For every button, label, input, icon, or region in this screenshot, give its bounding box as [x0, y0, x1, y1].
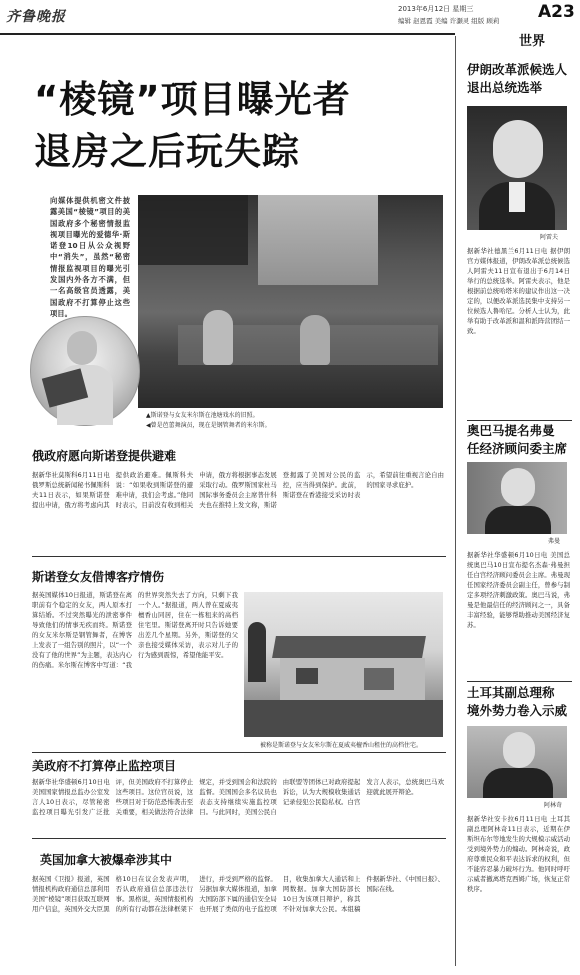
section-heading-uk-canada: 英国加拿大被爆牵涉其中 — [40, 853, 173, 867]
headline-line-1: “棱镜”项目曝光者 — [34, 78, 351, 121]
couple-photo — [138, 195, 443, 408]
section-heading-girlfriend: 斯诺登女友借博客疗情伤 — [32, 570, 165, 584]
furman-caption: 弗曼 — [548, 538, 561, 545]
girlfriend-photo — [30, 316, 140, 426]
section-text-monitoring: 据新华社华盛顿6月10日电 美国国家情报总监办公室发言人10日表示，尽管秘密监控项目曝光引发广泛批评，但美国政府不打算停止这些项目。这位官员说，这些项目对于防范恐怖袭击至关重要，相关做法符合法律规定，并受到国会和法院的监督。美国国会多名议员也表态支持继续实施监控项目。与此同时，美国公民自由联盟等团体已对政府提起诉讼，认为大规模收集通话记录侵犯公民隐私权。白宫发言人表示，总统奥巴马欢迎就此展开辩论。 — [32, 778, 444, 816]
photo-caption-2: ◀曾是芭蕾舞演员，现在是钢管舞者的米尔斯。 — [146, 422, 271, 429]
house-photo — [244, 592, 443, 737]
lead-paragraph: 向媒体提供机密文件披露美国“棱镜”项目的美国政府多个秘密情报监视项目曝光的爱德华·斯诺登10日从公众视野中“消失”，虽然“秘密情报监视项目的曝光引发国内外各方不满，但一名高级官员透露，美国政府不打算停止这些项目。 — [50, 196, 130, 318]
lead-box — [50, 195, 130, 318]
aref-caption: 阿雷夫 — [540, 234, 559, 241]
sidebar-text-iran: 据新华社德黑兰6月11日电 据伊朗官方媒体报道，伊朗改革派总统候选人阿雷夫11日宣布退出于6月14日举行的总统选举。阿雷夫表示，他是根据前总统哈塔米的建议作出这一决定的，以便改革派选民集中支持另一位候选人鲁哈尼。分析人士认为，此举有助于改革派和温和派阵营团结一致。 — [467, 247, 570, 335]
section-label: 世界 — [519, 34, 546, 49]
aref-photo — [467, 106, 567, 230]
section-text-uk-canada: 据英国《卫报》报道，英国情报机构政府通信总部利用美国“棱镜”项目获取互联网用户信息，英国外交大臣黑格10日在议会发表声明，否认政府通信总部违法行事。黑格说，英国情报机构的所有行动都在法律框架下进行，并受到严格的监督。另据加拿大媒体报道，加拿大国防部下属的通信安全局也开展了类似的电子监控项目，收集加拿大人通话和上网数据。加拿大国防部长10日为该项目辩护，称其不针对加拿大公民。本组稿件据新华社、《中国日报》、国际在线。 — [32, 875, 444, 913]
sidebar-heading-turkey: 土耳其副总理称 境外势力卷入示威 — [467, 685, 568, 718]
sidebar-divider — [455, 36, 456, 966]
photo-caption-1: ▲斯诺登与女友米尔斯在池塘戏水的旧照。 — [146, 412, 259, 419]
headline — [34, 74, 351, 178]
page-number: A23 — [538, 2, 575, 22]
masthead — [0, 0, 580, 49]
arinc-caption: 阿林奇 — [544, 802, 563, 809]
section-text-girlfriend: 据英国媒体10日报道，斯诺登在离职前有个稳定的女友，两人原本打算结婚。不过突然曝光的泄密事件导致他们的情事无疾而终。斯诺登的女友米尔斯是钢管舞者，在博客上发表了一组告别的照片，以“一个没有了他的世界”为主题，表达内心的伤痛。米尔斯在博客中写道：“我的世界突然失去了方向，只剩下我一个人。”据报道，两人曾在夏威夷檀香山同居，住在一栋租来的高档住宅里。斯诺登离开时只告诉她要出差几个星期。另外，斯诺登的父亲也接受媒体采访，表示对儿子的行为感到震惊，希望他能平安。 — [32, 591, 238, 669]
issue-date: 2013年6月12日 星期三 — [398, 5, 474, 13]
headline-line-2: 退房之后玩失踪 — [34, 130, 300, 173]
sidebar-heading-obama: 奥巴马提名弗曼 任经济顾问委主席 — [467, 423, 568, 456]
newspaper-logo: 齐鲁晚报 — [6, 9, 66, 25]
sidebar-text-turkey: 据新华社安卡拉6月11日电 土耳其副总理阿林奇11日表示，近期在伊斯坦布尔等地发生的大规模示威活动受到境外势力的煽动。阿林奇说，政府尊重民众和平表达诉求的权利，但不能容忍暴力破坏行为。他同时呼吁示威者撤离塔克西姆广场，恢复正常秩序。 — [467, 815, 570, 893]
house-photo-caption: 被称是斯诺登与女友米尔斯在夏威夷檀香山租住的高档住宅。 — [260, 742, 423, 749]
arinc-photo — [467, 726, 567, 798]
sidebar-heading-iran: 伊朗改革派候选人 退出总统选举 — [467, 62, 568, 95]
section-text-russia: 据新华社莫斯科6月11日电 俄罗斯总统新闻秘书佩斯科夫11日表示，如果斯诺登提出申请，俄方将考虑向其提供政治避难。佩斯科夫说：“如果收到斯诺登的避难申请，我们会考虑。”他同时表示，目前没有收到相关申请，俄方将根据事态发展采取行动。俄罗斯国家杜马国际事务委员会主席普什科夫也在推特上发文称，斯诺登揭露了美国对公民的监控，应当得到保护。此前，斯诺登在香港接受采访时表示，希望前往重视言论自由的国家寻求庇护。 — [32, 471, 444, 509]
furman-photo — [467, 462, 567, 534]
section-heading-monitoring: 美政府不打算停止监控项目 — [32, 759, 177, 773]
section-heading-russia: 俄政府愿向斯诺登提供避难 — [32, 449, 177, 463]
sidebar-text-obama: 据新华社华盛顿6月10日电 美国总统奥巴马10日宣布提名杰森·弗曼担任白宫经济顾问委员会主席。弗曼现任国家经济委员会副主任，曾参与制定多项经济刺激政策。奥巴马说，弗曼是他最信任的经济顾问之一，具备丰富经验，能够帮助推动美国经济复苏。 — [467, 551, 570, 629]
editor-line: 编辑 赵恩霞 美编 许灏灵 组版 顾莉 — [398, 17, 500, 25]
masthead-rule — [0, 33, 455, 35]
